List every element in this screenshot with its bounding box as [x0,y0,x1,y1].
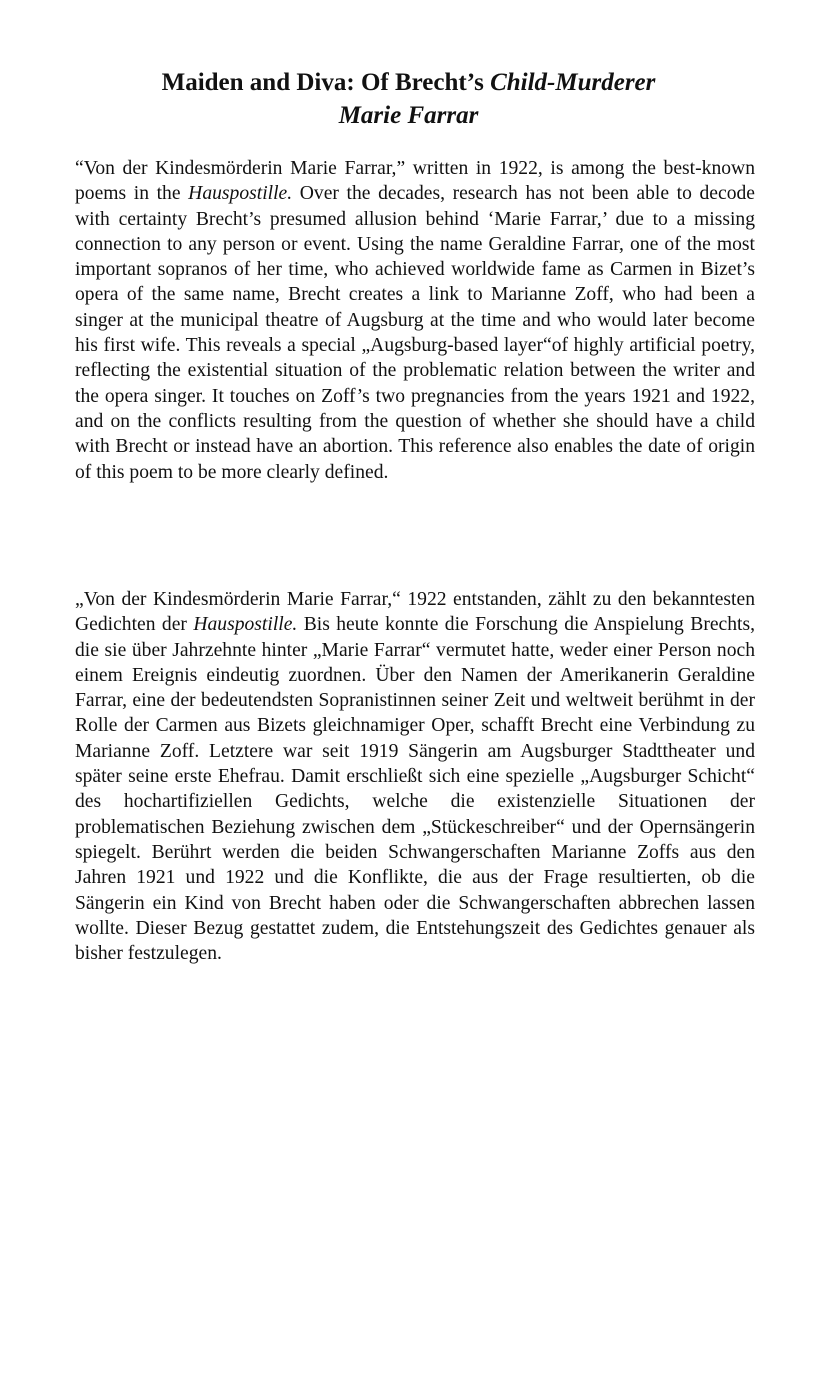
abstract-en-text-1: “Von der Kindesmörderin Marie Farrar,” written in 1922, is among the best-known poems in the [75,158,755,205]
title-part-1: Maiden and Diva: Of Brecht’s [161,69,491,96]
abstract-en-italic-hauspostille: Hauspostille. [188,183,293,205]
title-line-2: Marie Farrar [338,102,479,129]
title-part-2: Child-Murderer [490,69,656,96]
abstract-german [75,587,755,966]
abstract-en-text-2: Over the decades, research has not been able to decode with certainty Brecht’s presumed allusion behind ‘Marie Farrar,’ due to a missing connection to any person or event. Using the name Geraldine Farrar, one of the most important sopranos of her time, who achieved worldwide fame as Carmen in Bizet’s opera of the same name, Brecht creates a link to Marianne Zoff, who had been a singer at the municipal theatre of Augsburg at the time and who would later become his first wife. This reveals a special „Augsburg-based layer“of highly artificial poetry, reflecting the existential situation of the problematic relation between the writer and the opera singer. It touches on Zoff’s two pregnancies from the years 1921 and 1922, and on the conflicts resulting from the question of whether she should have a child with Brecht or instead have an abortion. This reference also enables the date of origin of this poem to be more clearly defined. [75,183,755,483]
abstract-de-text-1: „Von der Kindesmörderin Marie Farrar,“ 1922 entstanden, zählt zu den bekanntesten Gedichten der [75,589,755,636]
article-title [0,66,817,132]
abstract-english [75,156,755,485]
abstract-de-text-2: Bis heute konnte die Forschung die Anspielung Brechts, die sie über Jahrzehnte hinter „Marie Farrar“ vermutet hatte, weder einer Person noch einem Ereignis eindeutig zuordnen. Über den Namen der Amerikanerin Geraldine Farrar, eine der bedeutendsten Sopranistinnen seiner Zeit und weltweit berühmt in der Rolle der Carmen aus Bizets gleichnamiger Oper, schafft Brecht eine Verbindung zu Marianne Zoff. Letztere war seit 1919 Sängerin am Augsburger Stadttheater und später seine erste Ehefrau. Damit erschließt sich eine spezielle „Augsburger Schicht“ des hochartifiziellen Gedichts, welche die existenzielle Situationen der problematischen Beziehung zwischen dem „Stückeschreiber“ und der Opernsängerin spiegelt. Berührt werden die beiden Schwangerschaften Marianne Zoffs aus den Jahren 1921 und 1922 und die Konflikte, die aus der Frage resultierten, ob die Sängerin ein Kind von Brecht haben oder die Schwangerschaften abbrechen lassen wollte. Dieser Bezug gestattet zudem, die Entstehungszeit des Gedichtes genauer als bisher festzulegen. [75,614,756,965]
abstract-de-italic-hauspostille: Hauspostille. [193,614,298,636]
